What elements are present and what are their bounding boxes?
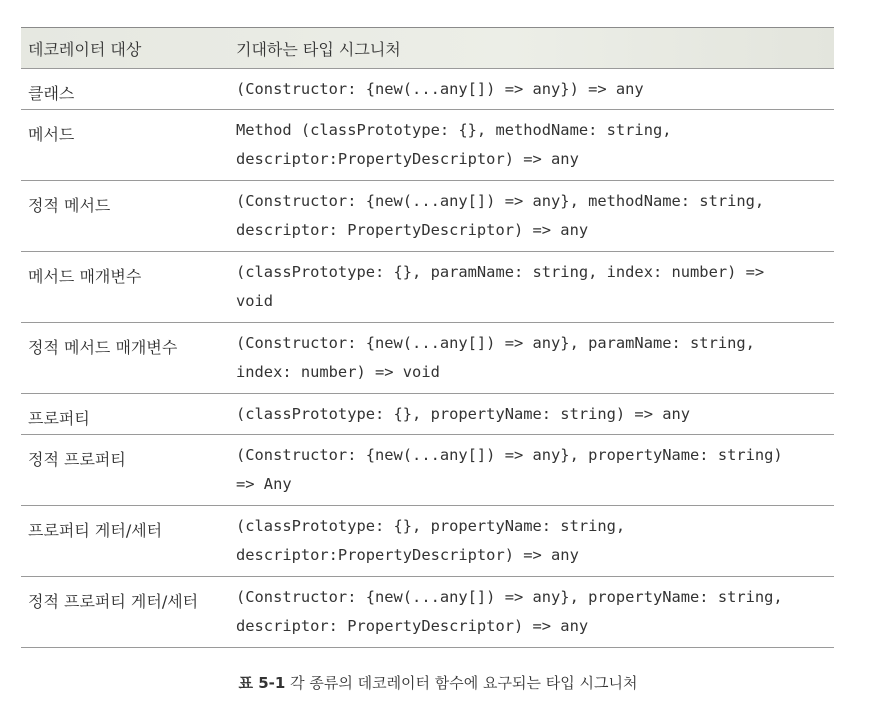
table-row xyxy=(21,181,834,252)
caption-label: 표 5-1 xyxy=(238,674,286,692)
header-target: 데코레이터 대상 xyxy=(28,39,142,59)
signature-line: (classPrototype: {}, paramName: string, index: number) => xyxy=(236,263,765,281)
signature-line: (Constructor: {new(...any[]) => any}) => any xyxy=(236,80,644,98)
caption-text: 각 종류의 데코레이터 함수에 요구되는 타입 시그니처 xyxy=(290,674,638,692)
row-target: 정적 메서드 매개변수 xyxy=(28,338,178,357)
signature-line: descriptor: PropertyDescriptor) => any xyxy=(236,221,589,239)
signature-line: (Constructor: {new(...any[]) => any}, paramName: string, xyxy=(236,334,755,352)
row-target: 정적 프로퍼티 xyxy=(28,450,126,469)
signature-line: Method (classPrototype: {}, methodName: string, xyxy=(236,121,672,139)
decorator-signature-table xyxy=(21,27,834,648)
row-target: 프로퍼티 xyxy=(28,409,90,428)
signature-line: descriptor:PropertyDescriptor) => any xyxy=(236,150,579,168)
table-row xyxy=(21,252,834,323)
signature-line: descriptor: PropertyDescriptor) => any xyxy=(236,617,589,635)
signature-line: => Any xyxy=(236,475,292,493)
table-row xyxy=(21,69,834,110)
row-signature xyxy=(236,69,834,109)
table-row xyxy=(21,577,834,648)
row-target: 메서드 매개변수 xyxy=(28,267,142,286)
row-target: 클래스 xyxy=(28,84,75,103)
table-row xyxy=(21,394,834,435)
table-row xyxy=(21,323,834,394)
signature-line: descriptor:PropertyDescriptor) => any xyxy=(236,546,579,564)
row-signature xyxy=(236,323,834,393)
signature-line: index: number) => void xyxy=(236,363,440,381)
table-row xyxy=(21,110,834,181)
signature-line: (Constructor: {new(...any[]) => any}, methodName: string, xyxy=(236,192,765,210)
row-target: 정적 메서드 xyxy=(28,196,111,215)
header-signature: 기대하는 타입 시그니처 xyxy=(236,39,401,59)
row-signature xyxy=(236,394,834,434)
signature-line: (Constructor: {new(...any[]) => any}, propertyName: string, xyxy=(236,588,783,606)
row-target: 정적 프로퍼티 게터/세터 xyxy=(28,592,199,611)
row-signature xyxy=(236,506,834,576)
row-signature xyxy=(236,577,834,647)
signature-line: (Constructor: {new(...any[]) => any}, propertyName: string) xyxy=(236,446,783,464)
row-target: 메서드 xyxy=(28,125,75,144)
table-row xyxy=(21,506,834,577)
table-header xyxy=(21,28,834,69)
table-caption xyxy=(0,672,876,693)
row-signature xyxy=(236,435,834,505)
signature-line: (classPrototype: {}, propertyName: string) => any xyxy=(236,405,691,423)
signature-line: (classPrototype: {}, propertyName: string, xyxy=(236,517,626,535)
row-signature xyxy=(236,110,834,180)
row-signature xyxy=(236,252,834,322)
table-row xyxy=(21,435,834,506)
row-signature xyxy=(236,181,834,251)
signature-line: void xyxy=(236,292,274,310)
row-target: 프로퍼티 게터/세터 xyxy=(28,521,163,540)
